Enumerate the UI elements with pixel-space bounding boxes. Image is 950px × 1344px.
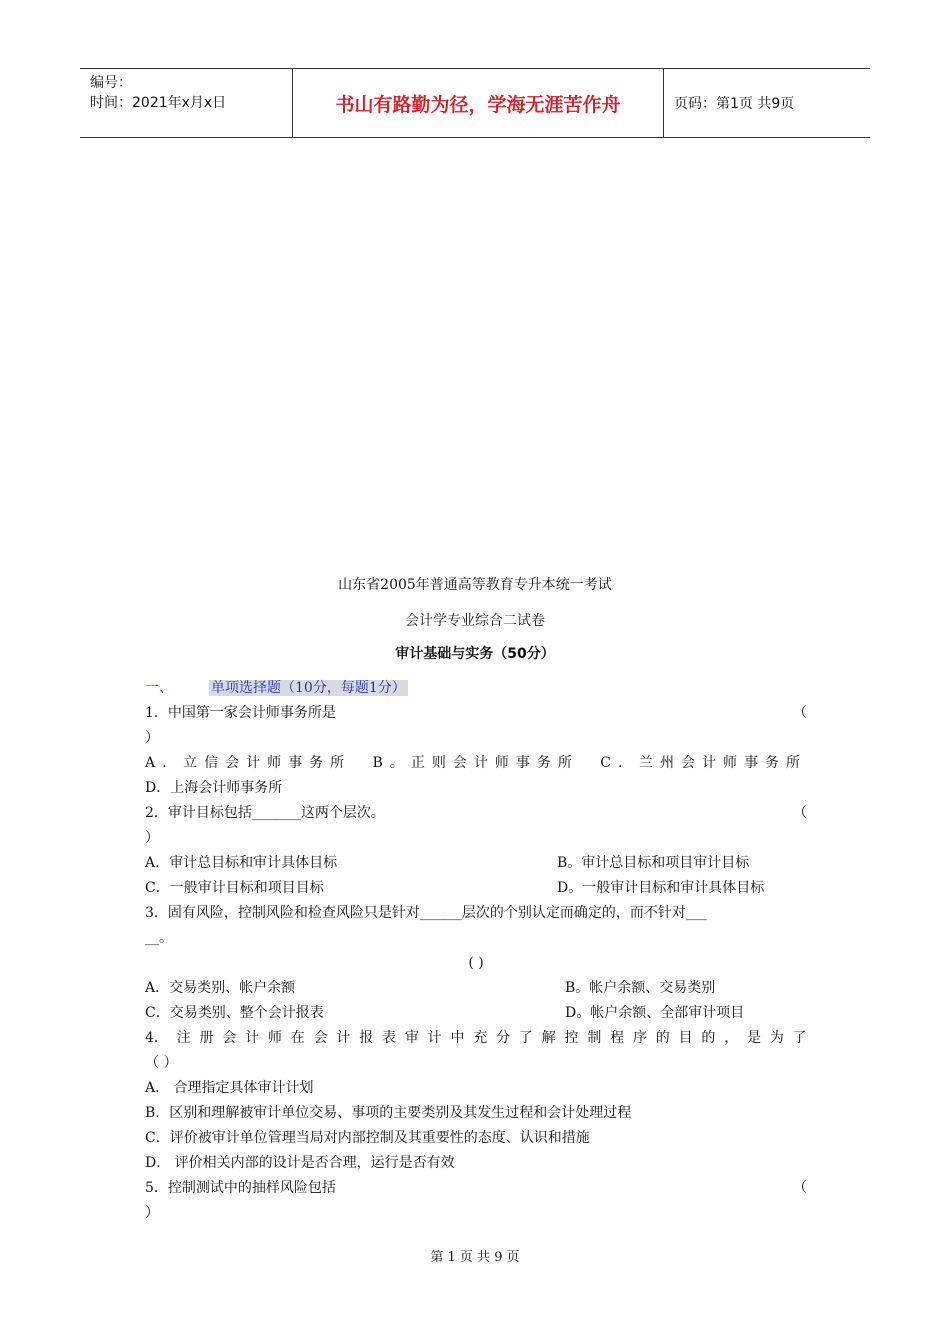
option-a: A．交易类别、帐户余额 bbox=[145, 980, 296, 996]
answer-paren-open: （ bbox=[793, 705, 807, 721]
option-c: C．交易类别、整个会计报表 bbox=[145, 1005, 324, 1021]
stem-char: 计 bbox=[427, 1030, 442, 1046]
stem-char: 注 bbox=[176, 1030, 191, 1046]
stem-char: 是 bbox=[747, 1030, 762, 1046]
question-3-options-cd bbox=[145, 1001, 807, 1026]
section-heading bbox=[145, 676, 807, 701]
option-c: C．一般审计目标和项目目标 bbox=[145, 880, 324, 896]
question-text: 2．审计目标包括_______这两个层次。 bbox=[145, 805, 385, 821]
answer-paren-open: （ bbox=[793, 805, 807, 821]
answer-paren: ( ) bbox=[468, 955, 484, 971]
stem-char: 制 bbox=[587, 1030, 602, 1046]
answer-paren-close: ） bbox=[145, 730, 159, 746]
option-a: A． 合理指定具体审计计划 bbox=[145, 1080, 314, 1096]
exam-title: 山东省2005年普通高等教育专升本统一考试 bbox=[338, 577, 612, 593]
answer-paren-close: ） bbox=[145, 830, 159, 846]
answer-paren-close: ） bbox=[145, 1205, 159, 1221]
option-c: C．兰州会计师事务所 bbox=[600, 755, 807, 771]
stem-char: 控 bbox=[564, 1030, 579, 1046]
question-content bbox=[145, 676, 807, 1226]
stem-char: 计 bbox=[245, 1030, 260, 1046]
answer-paren-open: （ bbox=[793, 1180, 807, 1196]
stem-char: 4． bbox=[145, 1030, 168, 1046]
stem-char: 分 bbox=[496, 1030, 511, 1046]
stem-char: 程 bbox=[610, 1030, 625, 1046]
stem-char: 序 bbox=[632, 1030, 647, 1046]
subject-title: 审计基础与实务（50分） bbox=[395, 646, 555, 662]
option-c: C．评价被审计单位管理当局对内部控制及其重要性的态度、认识和措施 bbox=[145, 1130, 590, 1146]
question-2-options-cd bbox=[145, 876, 807, 901]
header-page-info: 页码：第1页 共9页 bbox=[674, 96, 795, 112]
document-header bbox=[80, 68, 870, 138]
question-2-stem bbox=[145, 801, 807, 826]
paper-title: 会计学专业综合二试卷 bbox=[405, 613, 545, 629]
stem-char: 的 bbox=[701, 1030, 716, 1046]
option-d: D．上海会计师事务所 bbox=[145, 780, 283, 796]
stem-char: 在 bbox=[290, 1030, 305, 1046]
question-1-options bbox=[145, 751, 807, 776]
stem-char: 师 bbox=[267, 1030, 282, 1046]
stem-char: 了 bbox=[792, 1030, 807, 1046]
question-2-options-ab bbox=[145, 851, 807, 876]
question-3-stem: 3．固有风险，控制风险和检查风险只是针对______层次的个别认定而确定的，而不针对___ bbox=[145, 905, 707, 921]
stem-char: 会 bbox=[313, 1030, 328, 1046]
stem-char: 充 bbox=[473, 1030, 488, 1046]
answer-paren: （ ） bbox=[145, 1055, 178, 1071]
question-1-stem bbox=[145, 701, 807, 726]
stem-char: 目 bbox=[678, 1030, 693, 1046]
option-a: A．审计总目标和审计具体目标 bbox=[145, 855, 338, 871]
option-d: D． 评价相关内部的设计是否合理，运行是否有效 bbox=[145, 1155, 455, 1171]
stem-char: 报 bbox=[359, 1030, 374, 1046]
header-motto: 书山有路勤为径，学海无涯苦作舟 bbox=[293, 69, 664, 137]
option-b: B。正则会计师事务所 bbox=[372, 755, 579, 771]
option-b: B。帐户余额、交易类别 bbox=[565, 980, 716, 996]
stem-char: 的 bbox=[655, 1030, 670, 1046]
option-b: B．区别和理解被审计单位交易、事项的主要类别及其发生过程和会计处理过程 bbox=[145, 1105, 632, 1121]
stem-char: 册 bbox=[199, 1030, 214, 1046]
question-5-stem bbox=[145, 1176, 807, 1201]
stem-char: 了 bbox=[518, 1030, 533, 1046]
stem-char: 表 bbox=[382, 1030, 397, 1046]
question-4-stem bbox=[145, 1026, 807, 1051]
header-meta bbox=[80, 69, 293, 137]
section-title: 单项选择题（10分，每题1分） bbox=[211, 680, 406, 696]
stem-char: 计 bbox=[336, 1030, 351, 1046]
time-label: 时间：2021年x月x日 bbox=[90, 95, 227, 111]
option-b: B。审计总目标和项目审计目标 bbox=[557, 855, 750, 871]
option-d: D。一般审计目标和审计具体目标 bbox=[557, 880, 765, 896]
option-a: A．立信会计师事务所 bbox=[145, 755, 352, 771]
page-footer: 第 1 页 共 9 页 bbox=[430, 1250, 520, 1265]
number-label: 编号： bbox=[90, 75, 132, 91]
option-d: D。帐户余额、全部审计项目 bbox=[565, 1005, 745, 1021]
stem-char: 会 bbox=[222, 1030, 237, 1046]
question-3-stem-cont: __。 bbox=[145, 930, 173, 946]
section-number: 一、 bbox=[145, 680, 173, 696]
stem-char: 解 bbox=[541, 1030, 556, 1046]
question-text: 5．控制测试中的抽样风险包括 bbox=[145, 1180, 336, 1196]
stem-char: 中 bbox=[450, 1030, 465, 1046]
stem-char: 审 bbox=[404, 1030, 419, 1046]
stem-char: 为 bbox=[769, 1030, 784, 1046]
question-text: 1．中国第一家会计师事务所是 bbox=[145, 705, 336, 721]
question-3-options-ab bbox=[145, 976, 807, 1001]
stem-char: ， bbox=[724, 1030, 739, 1046]
